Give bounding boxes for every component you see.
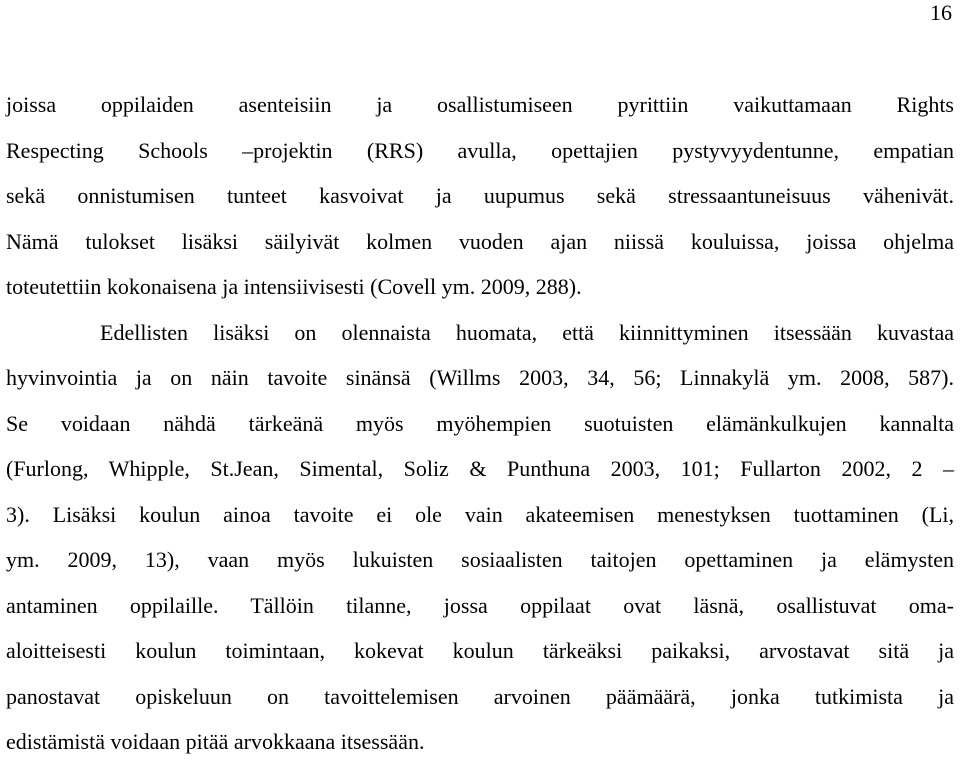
page-number: 16 <box>930 0 952 25</box>
text-line: Nämä tulokset lisäksi säilyivät kolmen vuoden ajan niissä kouluissa, joissa ohjelma <box>6 228 954 254</box>
text-line: ym. 2009, 13), vaan myös lukuisten sosiaalisten taitojen opettaminen ja elämysten <box>6 547 954 572</box>
text-line: panostavat opiskeluun on tavoittelemisen arvoinen päämäärä, jonka tutkimista ja <box>6 683 954 709</box>
text-line: sekä onnistumisen tunteet kasvoivat ja uupumus sekä stressaantuneisuus vähenivät. <box>6 183 954 208</box>
text-line: 3). Lisäksi koulun ainoa tavoite ei ole vain akateemisen menestyksen tuottaminen (Li, <box>6 501 954 527</box>
text-line: (Furlong, Whipple, St.Jean, Simental, Soliz & Punthuna 2003, 101; Fullarton 2002, 2 – <box>6 456 954 481</box>
text-line: toteutettiin kokonaisena ja intensiivisesti (Covell ym. 2009, 288). <box>6 274 582 299</box>
text-line: edistämistä voidaan pitää arvokkaana itsessään. <box>6 729 425 754</box>
text-line: Se voidaan nähdä tärkeänä myös myöhempien suotuisten elämänkulkujen kannalta <box>6 410 954 436</box>
text-line: aloitteisesti koulun toimintaan, kokevat koulun tärkeäksi paikaksi, arvostavat sitä ja <box>6 638 954 663</box>
body-text <box>6 82 954 765</box>
text-line: Edellisten lisäksi on olennaista huomata, että kiinnittyminen itsessään kuvastaa <box>100 319 954 345</box>
text-line: antaminen oppilaille. Tällöin tilanne, jossa oppilaat ovat läsnä, osallistuvat oma- <box>6 592 954 618</box>
text-line: Respecting Schools –projektin (RRS) avulla, opettajien pystyvyydentunne, empatian <box>6 137 954 163</box>
text-line: joissa oppilaiden asenteisiin ja osallistumiseen pyrittiin vaikuttamaan Rights <box>6 92 954 117</box>
text-line: hyvinvointia ja on näin tavoite sinänsä (Willms 2003, 34, 56; Linnakylä ym. 2008, 587). <box>6 365 954 390</box>
